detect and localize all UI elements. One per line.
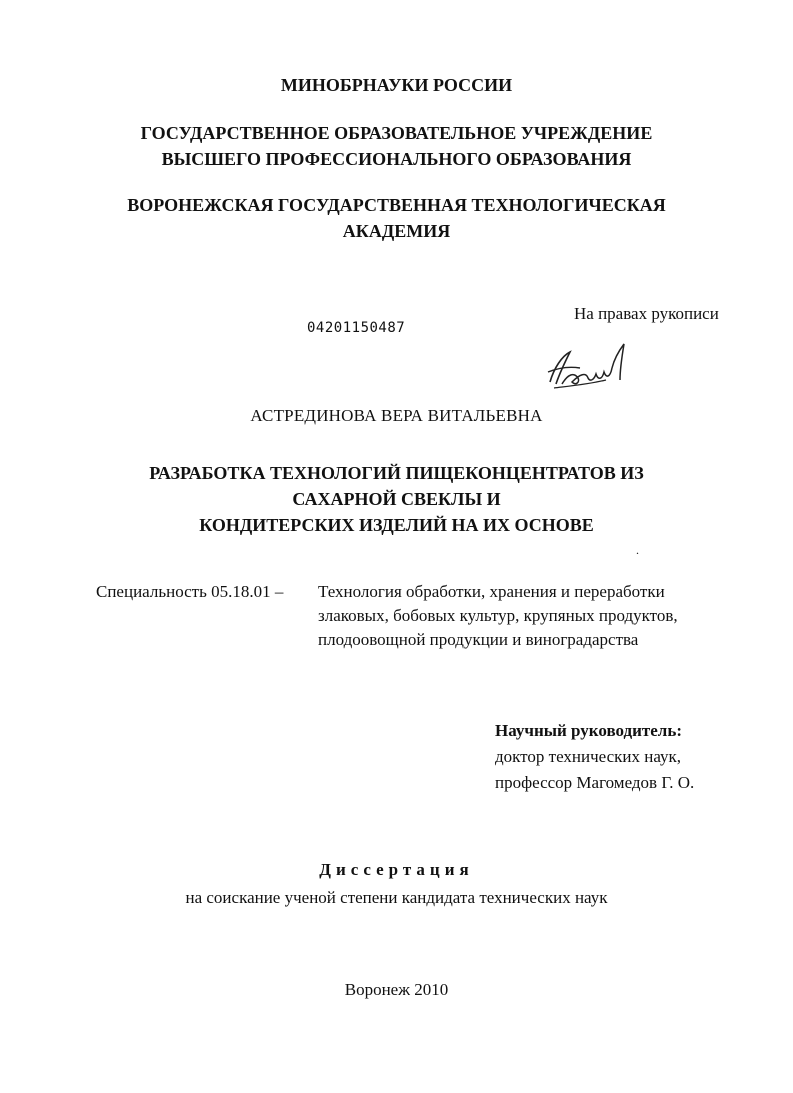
institution-heading bbox=[0, 120, 793, 172]
manuscript-rights: На правах рукописи bbox=[574, 304, 719, 323]
specialty-line: злаковых, бобовых культур, крупяных продуктов, bbox=[318, 606, 678, 625]
catalog-code: 04201150487 bbox=[307, 320, 406, 336]
signature-icon bbox=[540, 338, 636, 394]
dissertation-title bbox=[0, 460, 793, 538]
supervisor-degree: доктор технических наук, bbox=[495, 747, 682, 766]
document-type: Диссертация bbox=[319, 860, 474, 879]
supervisor-name: профессор Магомедов Г. О. bbox=[495, 773, 695, 792]
specialty-line: плодоовощной продукции и виноградарства bbox=[318, 630, 639, 649]
title-line: РАЗРАБОТКА ТЕХНОЛОГИЙ ПИЩЕКОНЦЕНТРАТОВ ИЗ bbox=[149, 463, 644, 483]
supervisor-heading: Научный руководитель: bbox=[495, 721, 682, 740]
speck: . bbox=[636, 543, 639, 557]
title-line: САХАРНОЙ СВЕКЛЫ И bbox=[292, 489, 501, 509]
academy-heading bbox=[0, 192, 793, 244]
specialty-line: Технология обработки, хранения и переработки bbox=[318, 582, 665, 601]
author-name: АСТРЕДИНОВА ВЕРА ВИТАЛЬЕВНА bbox=[250, 406, 543, 425]
academy-line: АКАДЕМИЯ bbox=[342, 221, 451, 241]
title-line: КОНДИТЕРСКИХ ИЗДЕЛИЙ НА ИХ ОСНОВЕ bbox=[199, 515, 594, 535]
academy-line: ВОРОНЕЖСКАЯ ГОСУДАРСТВЕННАЯ ТЕХНОЛОГИЧЕСКАЯ bbox=[127, 195, 666, 215]
specialty-label: Специальность 05.18.01 – bbox=[96, 582, 284, 601]
supervisor-block bbox=[495, 718, 694, 796]
degree-sought: на соискание ученой степени кандидата технических наук bbox=[185, 888, 608, 907]
specialty-description bbox=[318, 580, 738, 652]
institution-line: ГОСУДАРСТВЕННОЕ ОБРАЗОВАТЕЛЬНОЕ УЧРЕЖДЕНИЕ bbox=[140, 123, 653, 143]
city-year: Воронеж 2010 bbox=[344, 980, 449, 999]
institution-line: ВЫСШЕГО ПРОФЕССИОНАЛЬНОГО ОБРАЗОВАНИЯ bbox=[161, 149, 632, 169]
ministry-heading: МИНОБРНАУКИ РОССИИ bbox=[280, 75, 513, 95]
